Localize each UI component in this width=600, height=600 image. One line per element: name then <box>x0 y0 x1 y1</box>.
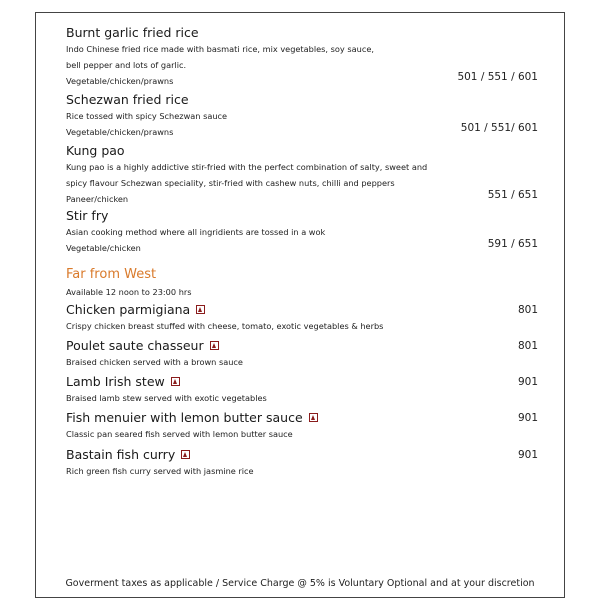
item-description: Kung pao is a highly addictive stir-fried with the perfect combination of salty, sweet and <box>66 162 428 172</box>
item-variants: Vegetable/chicken/prawns <box>66 76 174 86</box>
section-title: Far from West <box>66 267 157 282</box>
item-price: 501 / 551/ 601 <box>460 122 538 134</box>
non-veg-icon <box>171 377 180 386</box>
footer-note: Goverment taxes as applicable / Service Charge @ 5% is Voluntary Optional and at your discretion <box>65 578 535 589</box>
item-description: spicy flavour Schezwan speciality, stir-fried with cashew nuts, chilli and peppers <box>66 178 395 188</box>
item-description: Braised chicken served with a brown sauce <box>66 357 243 367</box>
item-name: Lamb Irish stew <box>66 374 165 389</box>
menu-item <box>66 374 538 406</box>
menu-page <box>35 12 565 598</box>
item-variants: Vegetable/chicken/prawns <box>66 127 174 137</box>
menu-item <box>66 302 538 334</box>
item-description: Indo Chinese fried rice made with basmati rice, mix vegetables, soy sauce, <box>66 44 374 54</box>
item-description: Asian cooking method where all ingridients are tossed in a wok <box>66 227 326 237</box>
item-price: 801 <box>517 340 538 352</box>
item-name: Burnt garlic fried rice <box>66 25 199 40</box>
item-description: Rice tossed with spicy Schezwan sauce <box>66 111 228 121</box>
menu-item <box>66 208 538 256</box>
item-price: 801 <box>517 304 538 316</box>
menu-item <box>66 25 538 89</box>
menu-item <box>66 410 538 442</box>
item-description: Classic pan seared fish served with lemon butter sauce <box>66 429 293 439</box>
non-veg-icon <box>210 341 219 350</box>
item-description: Crispy chicken breast stuffed with cheese, tomato, exotic vegetables & herbs <box>66 321 384 331</box>
item-name: Fish menuier with lemon butter sauce <box>66 410 303 425</box>
item-name: Schezwan fried rice <box>66 92 189 107</box>
non-veg-icon <box>196 305 205 314</box>
item-name: Stir fry <box>66 208 109 223</box>
item-description: bell pepper and lots of garlic. <box>66 60 187 70</box>
item-price: 901 <box>517 376 538 388</box>
item-price: 901 <box>517 449 538 461</box>
menu-item <box>66 92 538 140</box>
item-name: Chicken parmigiana <box>66 302 191 317</box>
menu-item <box>66 143 538 207</box>
menu-item <box>66 447 538 479</box>
item-name: Bastain fish curry <box>66 447 176 462</box>
non-veg-icon <box>309 413 318 422</box>
section-subtitle: Available 12 noon to 23:00 hrs <box>66 287 192 297</box>
non-veg-icon <box>181 450 190 459</box>
item-name: Poulet saute chasseur <box>66 338 204 353</box>
menu-item <box>66 338 538 370</box>
item-price: 551 / 651 <box>487 189 538 201</box>
item-description: Braised lamb stew served with exotic vegetables <box>66 393 267 403</box>
item-description: Rich green fish curry served with jasmine rice <box>66 466 254 476</box>
item-variants: Vegetable/chicken <box>66 243 141 253</box>
item-name: Kung pao <box>66 143 125 158</box>
item-price: 901 <box>517 412 538 424</box>
item-price: 501 / 551 / 601 <box>457 71 538 83</box>
item-price: 591 / 651 <box>487 238 538 250</box>
item-variants: Paneer/chicken <box>66 194 129 204</box>
